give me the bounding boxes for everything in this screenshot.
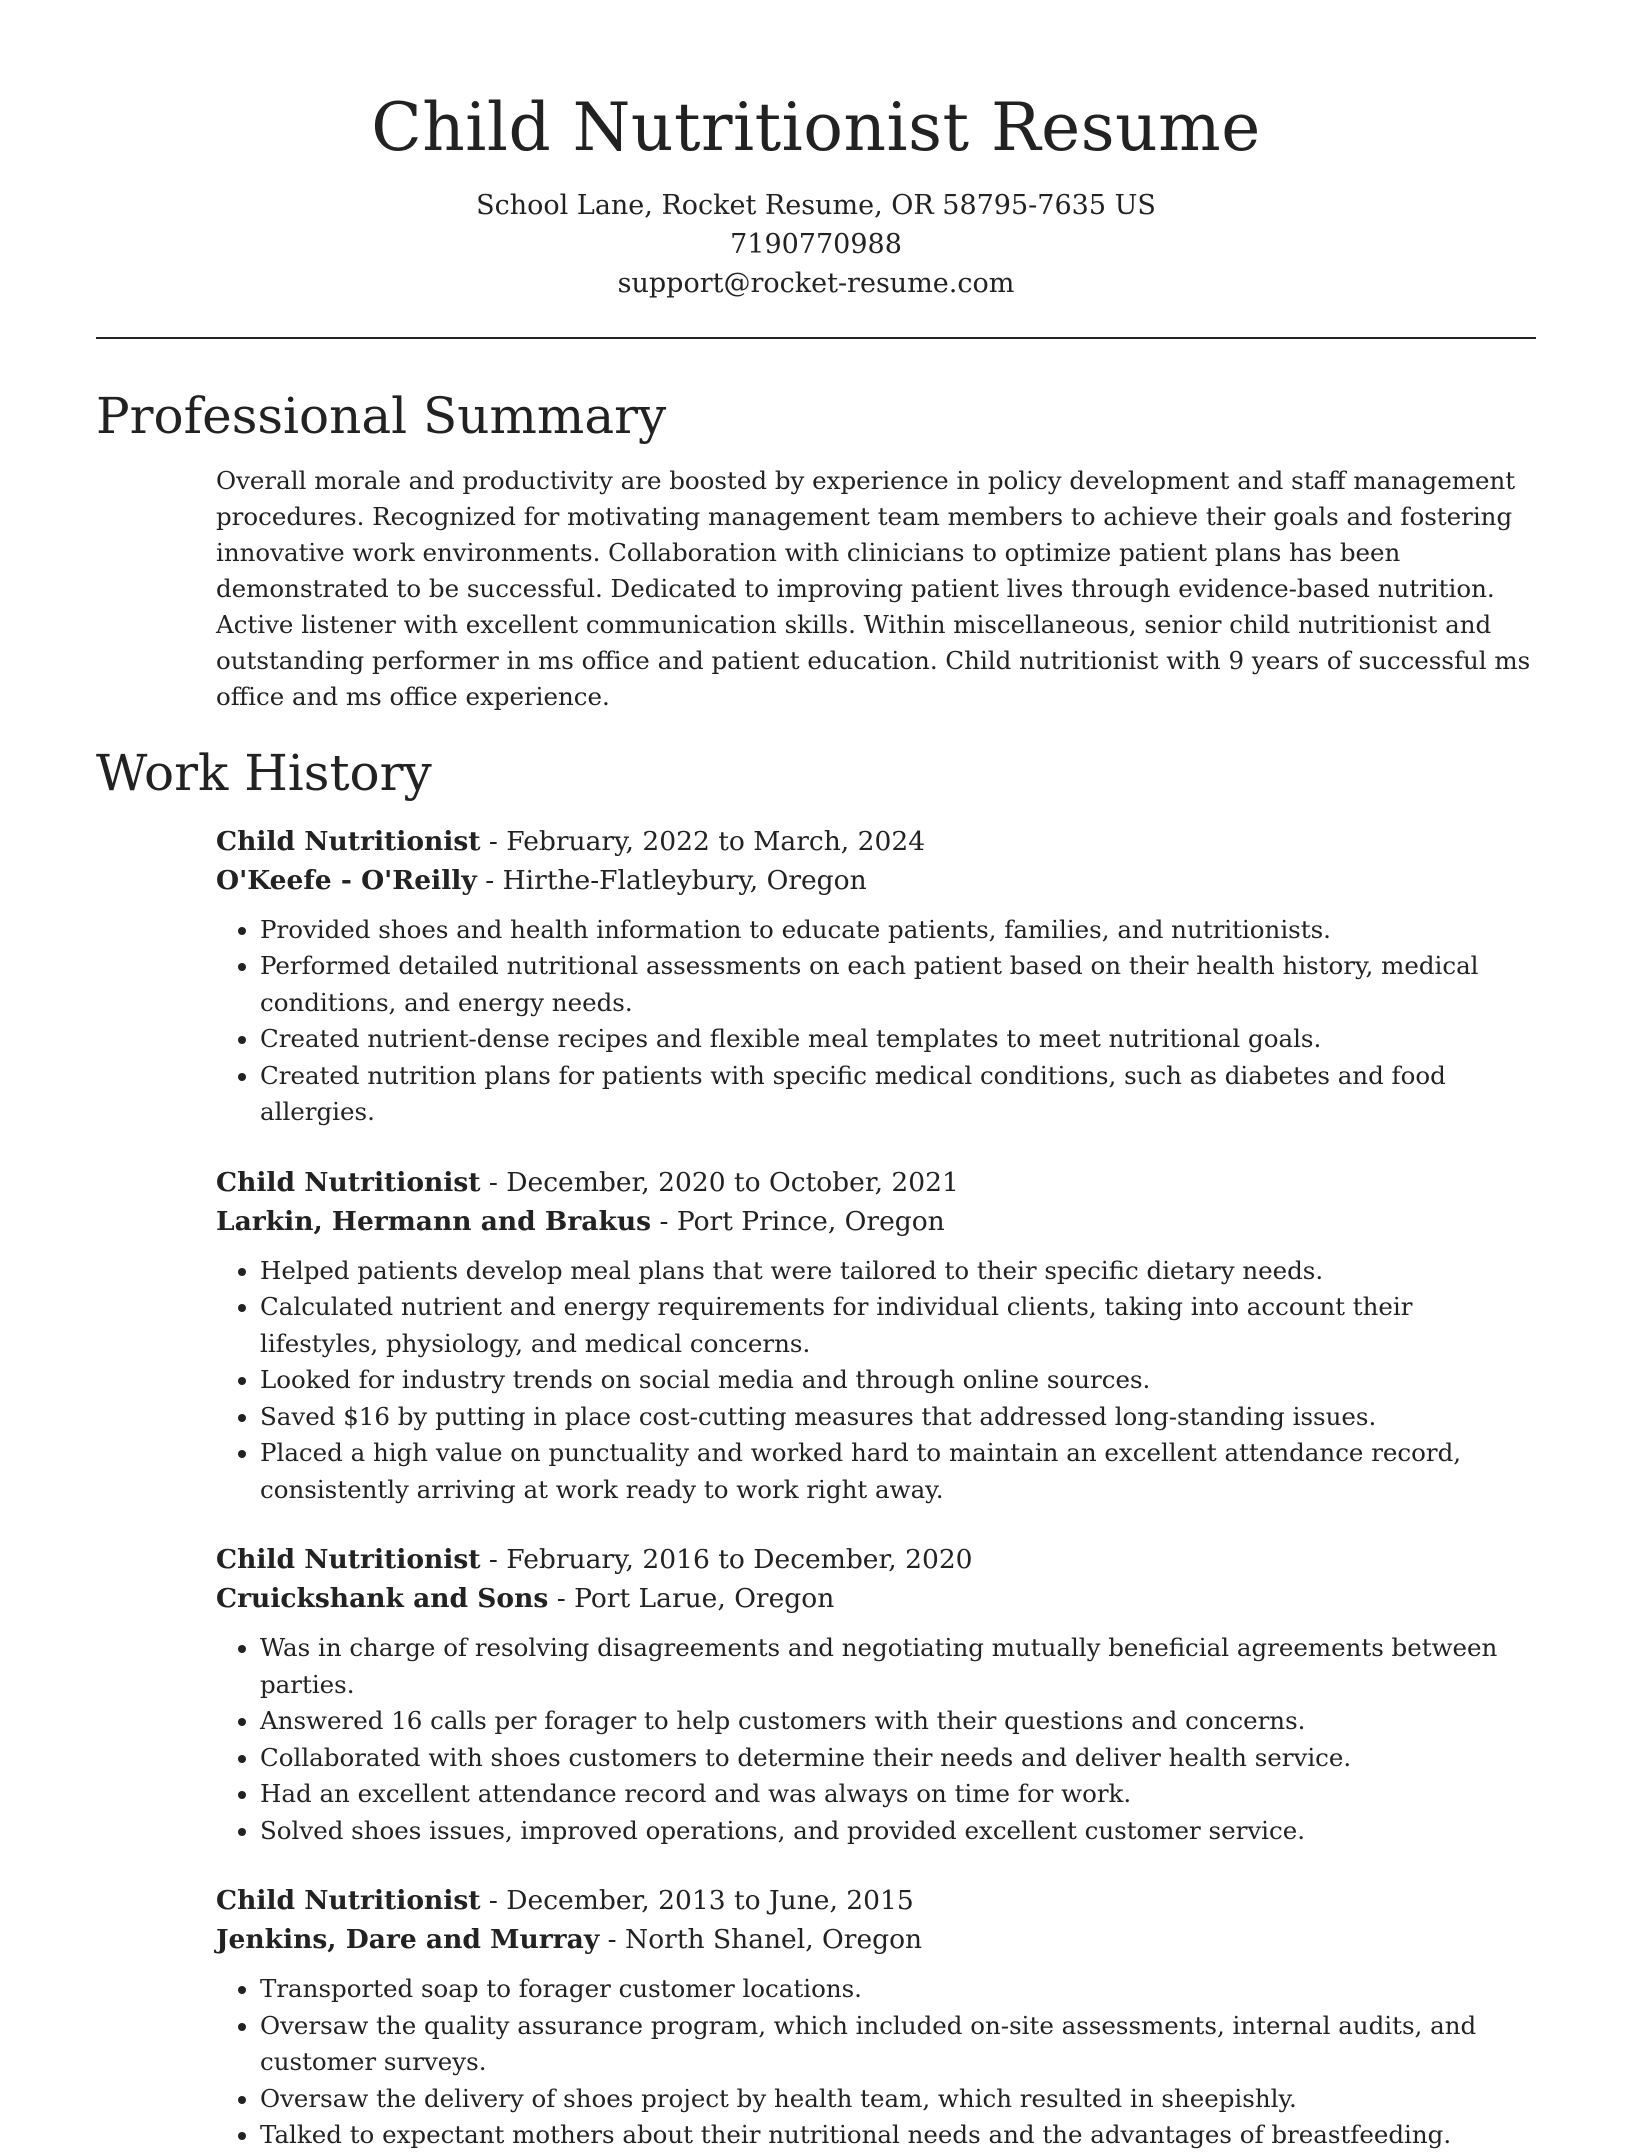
job-location: - Port Larue, Oregon bbox=[548, 1583, 835, 1614]
job-bullet: • Provided shoes and health information to educate patients, families, and nutritionists. bbox=[260, 912, 1536, 949]
resume-page bbox=[96, 0, 1536, 2154]
job-company: Larkin, Hermann and Brakus bbox=[216, 1205, 652, 1237]
email: support@rocket-resume.com bbox=[617, 268, 1015, 299]
job-bullet: • Had an excellent attendance record and was always on time for work. bbox=[260, 1776, 1536, 1813]
job-location: - Port Prince, Oregon bbox=[651, 1205, 945, 1237]
job-dates: - December, 2020 to October, 2021 bbox=[480, 1166, 959, 1198]
resume-header bbox=[96, 0, 1536, 303]
job-dates: - December, 2013 to June, 2015 bbox=[480, 1885, 914, 1916]
job-bullet: • Talked to expectant mothers about their nutritional needs and the advantages of breastfeeding. bbox=[260, 2117, 1536, 2154]
job-bullet: • Was in charge of resolving disagreements and negotiating mutually beneficial agreements between parties. bbox=[260, 1630, 1536, 1703]
job-entry bbox=[216, 1163, 1536, 1509]
job-bullet: • Created nutrient-dense recipes and flexible meal templates to meet nutritional goals. bbox=[260, 1021, 1536, 1058]
job-bullet: • Created nutrition plans for patients with specific medical conditions, such as diabetes and food allergies. bbox=[260, 1058, 1536, 1131]
resume-title: Child Nutritionist Resume bbox=[371, 89, 1261, 166]
job-bullet: • Calculated nutrient and energy requirements for individual clients, taking into account their lifestyles, physiology, and medical concerns. bbox=[260, 1289, 1536, 1362]
job-bullet: • Performed detailed nutritional assessments on each patient based on their health history, medical conditions, and energy needs. bbox=[260, 948, 1536, 1021]
job-bullets bbox=[216, 1253, 1536, 1509]
job-location: - North Shanel, Oregon bbox=[599, 1924, 923, 1955]
job-role-line bbox=[216, 822, 1536, 861]
job-bullet: • Placed a high value on punctuality and worked hard to maintain an excellent attendance record, consistently arriving at work ready to work right away. bbox=[260, 1435, 1536, 1508]
job-role-line bbox=[216, 1881, 1536, 1920]
job-role: Child Nutritionist bbox=[216, 1166, 481, 1198]
job-bullets bbox=[216, 912, 1536, 1131]
job-company-line bbox=[216, 1579, 1536, 1618]
contact-info bbox=[96, 186, 1536, 303]
job-bullets bbox=[216, 1971, 1536, 2154]
job-company: Jenkins, Dare and Murray bbox=[216, 1924, 600, 1955]
job-entry bbox=[216, 1881, 1536, 2154]
job-role: Child Nutritionist bbox=[216, 1544, 481, 1575]
header-divider bbox=[96, 337, 1536, 339]
job-role-line bbox=[216, 1540, 1536, 1579]
job-bullet: • Oversaw the delivery of shoes project by health team, which resulted in sheepishly. bbox=[260, 2081, 1536, 2118]
job-entry bbox=[216, 1540, 1536, 1849]
summary-heading: Professional Summary bbox=[96, 387, 667, 445]
address: School Lane, Rocket Resume, OR 58795-7635 US bbox=[476, 190, 1156, 221]
phone: 7190770988 bbox=[730, 229, 902, 260]
work-history-heading: Work History bbox=[96, 743, 432, 802]
job-bullet: • Collaborated with shoes customers to determine their needs and deliver health service. bbox=[260, 1740, 1536, 1777]
job-company: O'Keefe - O'Reilly bbox=[216, 864, 477, 896]
job-company-line bbox=[216, 861, 1536, 900]
job-bullet: • Saved $16 by putting in place cost-cutting measures that addressed long-standing issues. bbox=[260, 1399, 1536, 1436]
job-bullet: • Transported soap to forager customer locations. bbox=[260, 1971, 1536, 2008]
job-role: Child Nutritionist bbox=[216, 1885, 481, 1916]
job-bullet: • Answered 16 calls per forager to help customers with their questions and concerns. bbox=[260, 1703, 1536, 1740]
summary-text: Overall morale and productivity are boosted by experience in policy development and staff management procedures. Recognized for motivating management team members to achieve their goals and fostering innovative work environments. Collaboration with clinicians to optimize patient plans has been demonstrated to be successful. Dedicated to improving patient lives through evidence-based nutrition. Active listener with excellent communication skills. Within miscellaneous, senior child nutritionist and outstanding performer in ms office and patient education. Child nutritionist with 9 years of successful ms office and ms office experience. bbox=[216, 466, 1531, 711]
job-company-line bbox=[216, 1202, 1536, 1241]
job-entry bbox=[216, 822, 1536, 1131]
job-role-line bbox=[216, 1163, 1536, 1202]
job-bullets bbox=[216, 1630, 1536, 1849]
job-bullet: • Solved shoes issues, improved operations, and provided excellent customer service. bbox=[260, 1813, 1536, 1850]
job-location: - Hirthe-Flatleybury, Oregon bbox=[476, 864, 867, 896]
job-bullet: • Helped patients develop meal plans that were tailored to their specific dietary needs. bbox=[260, 1253, 1536, 1290]
job-bullet: • Looked for industry trends on social media and through online sources. bbox=[260, 1362, 1536, 1399]
job-company-line bbox=[216, 1920, 1536, 1959]
job-dates: - February, 2022 to March, 2024 bbox=[480, 825, 926, 857]
job-company: Cruickshank and Sons bbox=[216, 1583, 549, 1614]
job-bullet: • Oversaw the quality assurance program, which included on-site assessments, internal audits, and customer surveys. bbox=[260, 2008, 1536, 2081]
job-dates: - February, 2016 to December, 2020 bbox=[480, 1544, 973, 1575]
job-role: Child Nutritionist bbox=[216, 825, 481, 857]
